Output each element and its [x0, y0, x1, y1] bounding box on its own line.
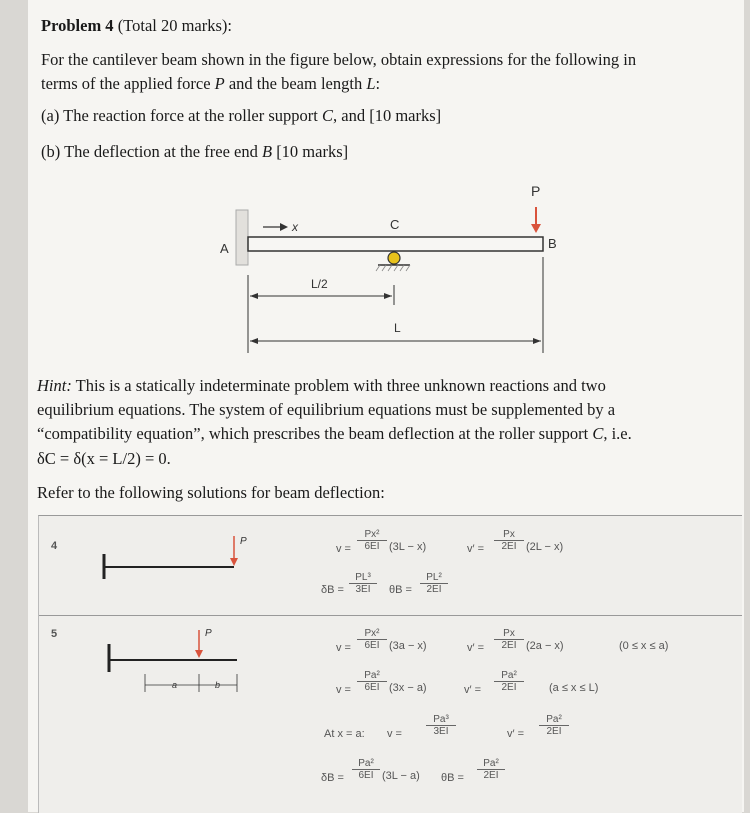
x-axis-arrowhead	[280, 223, 288, 231]
row4-load-label: P	[240, 536, 247, 547]
intro-var-l: L	[366, 74, 376, 93]
row5-tb-den: 2EI	[483, 770, 499, 781]
row5-v2-lhs: v =	[336, 684, 351, 696]
row5-at-x-vp-num: Pa²	[539, 714, 569, 726]
row5-vp2-den: 2EI	[501, 682, 517, 693]
row4-v-lhs: v =	[336, 543, 351, 555]
hint-text-3a: “compatibility equation”, which prescribes the beam deflection at the roller support	[37, 424, 593, 443]
part-b-var-b: B	[261, 142, 273, 161]
row5-at-x-v-num: Pa³	[426, 714, 456, 726]
hint-line-3	[37, 424, 632, 444]
intro-text-a: terms of the applied force	[41, 74, 215, 93]
part-a-text-1: (a) The reaction force at the roller support	[41, 106, 322, 125]
row4-v-rest: (3L − x)	[389, 541, 427, 553]
row5-at-x-vp-den: 2EI	[546, 726, 562, 737]
row5-vp1-rest: (2a − x)	[526, 640, 564, 652]
row4-number: 4	[51, 540, 58, 552]
deflection-table	[38, 515, 742, 813]
row5-v1-lhs: v =	[336, 642, 351, 654]
roller	[388, 252, 400, 264]
part-b-text-1: (b) The deflection at the free end	[41, 142, 262, 161]
row4-load-head	[230, 558, 238, 566]
row5-v2-frac	[357, 670, 387, 693]
row5-v1-frac	[357, 628, 387, 651]
row5-db-den: 6EI	[358, 770, 374, 781]
row5-vp2-lhs: v′ =	[464, 684, 482, 696]
hint-var-c: C	[592, 424, 604, 443]
row5-at-x-label: At x = a:	[324, 728, 365, 740]
row5-load-label: P	[205, 628, 212, 639]
roller-hatch	[376, 265, 410, 271]
problem-heading	[41, 16, 232, 36]
row5-number: 5	[51, 628, 58, 640]
row5-v2-rest: (3x − a)	[389, 682, 427, 694]
row4-tb-den: 2EI	[426, 584, 442, 595]
row5-tb-frac	[477, 758, 505, 781]
label-c: C	[390, 217, 400, 232]
row5-v1-num: Px²	[357, 628, 387, 640]
part-b	[41, 142, 348, 162]
row5-v2-num: Pa²	[357, 670, 387, 682]
intro-text-b: and the beam length	[224, 74, 367, 93]
intro-var-p: P	[214, 74, 225, 93]
row5-tb-num: Pa²	[477, 758, 505, 770]
dim-half-arrow-left	[250, 293, 258, 299]
row5-diagram	[99, 622, 249, 697]
row4-db-frac	[349, 572, 377, 595]
row4-v-den: 6EI	[364, 541, 380, 552]
refer-line: Refer to the following solutions for beam deflection:	[37, 483, 385, 502]
hint-line-2: equilibrium equations. The system of equilibrium equations must be supplemented by a	[37, 400, 616, 419]
part-b-text-2: [10 marks]	[272, 142, 349, 161]
label-a: A	[220, 241, 229, 256]
label-b: B	[548, 236, 557, 251]
row5-db-lhs: δB =	[321, 772, 344, 784]
row5-dim-a: a	[172, 680, 178, 690]
row5-tb-lhs: θB =	[441, 772, 464, 784]
beam	[248, 237, 543, 251]
row4-diagram	[94, 524, 254, 584]
row4-vp-den: 2EI	[501, 541, 517, 552]
row5-dim-b: b	[215, 680, 221, 690]
dim-full-label: L	[394, 321, 401, 335]
row4-tb-num: PL²	[420, 572, 448, 584]
row4-vp-num: Px	[494, 529, 524, 541]
row5-at-x-vp-lhs: v′ =	[507, 728, 525, 740]
row4-vp-rest: (2L − x)	[526, 541, 564, 553]
row5-at-x-v-lhs: v =	[387, 728, 402, 740]
row5-v1-den: 6EI	[364, 640, 380, 651]
dim-half-label: L/2	[311, 277, 328, 291]
problem-marks: (Total 20 marks):	[113, 16, 233, 35]
row5-v1-rest: (3a − x)	[389, 640, 427, 652]
row4-tb-frac	[420, 572, 448, 595]
hint-compatibility-equation: δC = δ(x = L/2) = 0.	[37, 449, 171, 468]
row4-db-num: PL³	[349, 572, 377, 584]
row5-vp1-den: 2EI	[501, 640, 517, 651]
table-row-divider	[39, 615, 742, 616]
row5-vp2-frac	[494, 670, 524, 693]
dim-full-arrow-left	[250, 338, 258, 344]
row5-load-head	[195, 650, 203, 658]
intro-line-1: For the cantilever beam shown in the figure below, obtain expressions for the following in	[41, 50, 637, 69]
row5-at-x-vp-frac	[539, 714, 569, 737]
row5-range-2: (a ≤ x ≤ L)	[549, 682, 599, 694]
dim-full-arrow-right	[533, 338, 541, 344]
row4-v-frac	[357, 529, 387, 552]
row5-at-x-v-den: 3EI	[433, 726, 449, 737]
part-a-var-c: C	[321, 106, 333, 125]
label-p: P	[531, 183, 541, 199]
dim-half-arrow-right	[384, 293, 392, 299]
load-arrow-head	[531, 224, 541, 233]
row5-range-1: (0 ≤ x ≤ a)	[619, 640, 669, 652]
row4-tb-lhs: θB =	[389, 584, 412, 596]
hint-text-3b: , i.e.	[603, 424, 632, 443]
row5-vp1-frac	[494, 628, 524, 651]
row5-vp2-num: Pa²	[494, 670, 524, 682]
hint-label: Hint:	[37, 376, 72, 395]
row5-db-frac	[352, 758, 380, 781]
page	[28, 0, 744, 812]
label-x: x	[292, 220, 298, 234]
row4-db-den: 3EI	[355, 584, 371, 595]
fixed-wall	[236, 210, 248, 265]
part-a	[41, 106, 441, 126]
row4-vp-lhs: v′ =	[467, 543, 485, 555]
row5-db-num: Pa²	[352, 758, 380, 770]
part-a-text-2: , and [10 marks]	[333, 106, 442, 125]
intro-line-2	[41, 74, 380, 94]
row4-vp-frac	[494, 529, 524, 552]
row5-db-rest: (3L − a)	[382, 770, 420, 782]
row5-at-x-v-frac	[426, 714, 456, 737]
hint-line-1	[37, 376, 606, 396]
row4-v-num: Px²	[357, 529, 387, 541]
hint-text-1: This is a statically indeterminate problem with three unknown reactions and two	[71, 376, 606, 395]
row5-vp1-lhs: v′ =	[467, 642, 485, 654]
problem-title: Problem 4	[41, 16, 114, 35]
row4-db-lhs: δB =	[321, 584, 344, 596]
beam-figure	[28, 175, 744, 355]
intro-text-c: :	[375, 74, 381, 93]
row5-v2-den: 6EI	[364, 682, 380, 693]
row5-vp1-num: Px	[494, 628, 524, 640]
